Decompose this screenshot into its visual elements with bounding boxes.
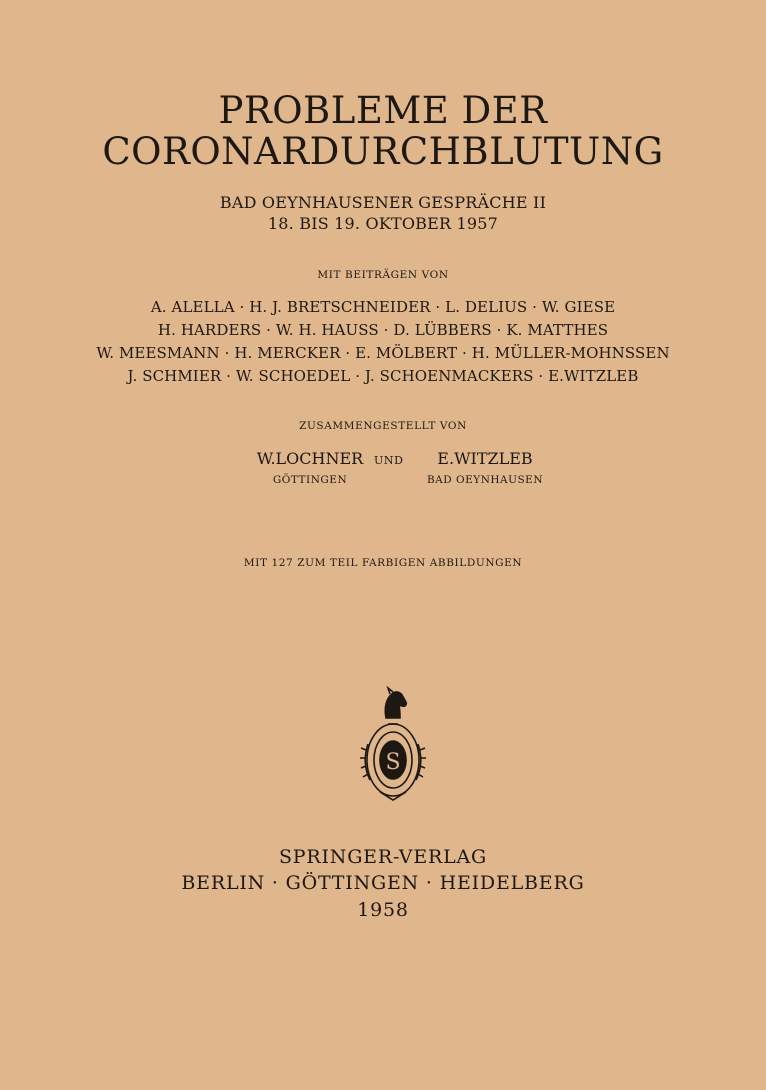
compiled-label: ZUSAMMENGESTELLT VON — [299, 420, 467, 432]
editor-name: E.WITZLEB — [437, 449, 533, 468]
illustrations-note: MIT 127 ZUM TEIL FARBIGEN ABBILDUNGEN — [243, 557, 523, 569]
title-line-1: PROBLEME DER — [218, 89, 548, 132]
conjunction: UND — [374, 454, 404, 467]
publisher-name: SPRINGER-VERLAG — [278, 846, 488, 868]
editor-place: GÖTTINGEN — [272, 474, 348, 486]
publication-year: 1958 — [357, 899, 409, 921]
springer-horse-logo-icon — [358, 684, 428, 804]
title-line-2: CORONARDURCHBLUTUNG — [102, 130, 664, 173]
publisher-cities: BERLIN · GÖTTINGEN · HEIDELBERG — [181, 872, 585, 894]
author-line: A. ALELLA · H. J. BRETSCHNEIDER · L. DELIUS · W. GIESE — [150, 298, 616, 316]
subtitle-line-2: 18. BIS 19. OKTOBER 1957 — [267, 214, 499, 233]
editor-lochner — [240, 449, 380, 486]
editor-place: BAD OEYNHAUSEN — [426, 474, 544, 486]
author-line: J. SCHMIER · W. SCHOEDEL · J. SCHOENMACKERS · E.WITZLEB — [127, 367, 639, 385]
editor-witzleb — [410, 449, 560, 486]
editor-name: W.LOCHNER — [256, 449, 364, 468]
subtitle-line-1: BAD OEYNHAUSENER GESPRÄCHE II — [219, 193, 547, 212]
author-line: H. HARDERS · W. H. HAUSS · D. LÜBBERS · K. MATTHES — [157, 321, 609, 339]
svg-text:S: S — [385, 750, 401, 775]
contributions-label: MIT BEITRÄGEN VON — [317, 269, 449, 281]
author-line: W. MEESMANN · H. MERCKER · E. MÖLBERT · H. MÜLLER-MOHNSSEN — [96, 344, 670, 362]
